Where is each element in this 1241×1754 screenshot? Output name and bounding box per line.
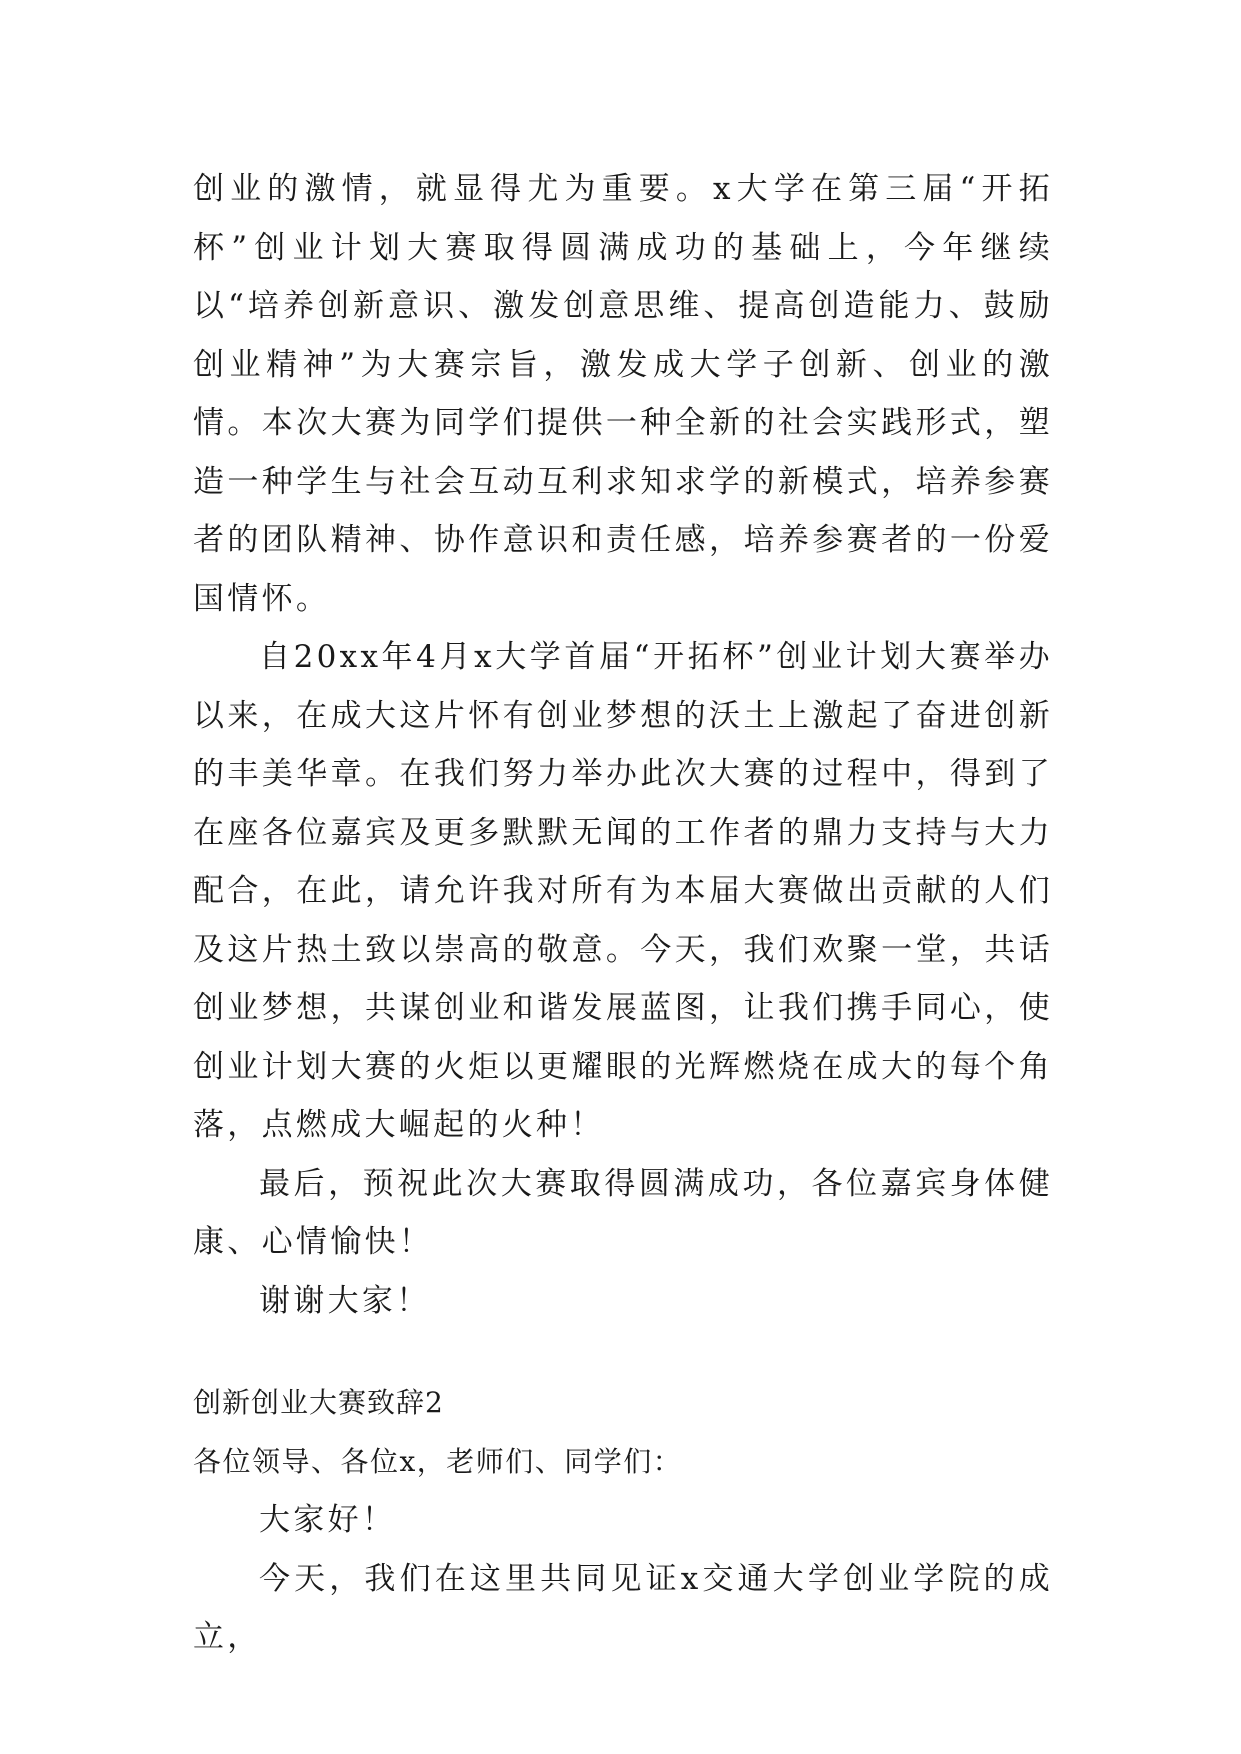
paragraph-opening: 今天，我们在这里共同见证x交通大学创业学院的成立， xyxy=(193,1560,1053,1655)
paragraph-history: 自20xx年4月x大学首届“开拓杯”创业计划大赛举办以来，在成大这片怀有创业梦想的沃土上激起了奋进创新的丰美华章。在我们努力举办此次大赛的过程中，得到了在座各位嘉宾及更多默默无闻的工作者的鼎力支持与大力配合，在此，请允许我对所有为本届大赛做出贡献的人们及这片热土致以崇高的敬意。今天，我们欢聚一堂，共话创业梦想，共谋创业和谐发展蓝图，让我们携手同心，使创业计划大赛的火炬以更耀眼的光辉燃烧在成大的每个角落，点燃成大崛起的火种！ xyxy=(193,639,1053,1143)
paragraph-continuation: 创业的激情，就显得尤为重要。x大学在第三届“开拓杯”创业计划大赛取得圆满成功的基础上，今年继续以“培养创新意识、激发创意思维、提高创造能力、鼓励创业精神”为大赛宗旨，激发成大学子创新、创业的激情。本次大赛为同学们提供一种全新的社会实践形式，塑造一种学生与社会互动互利求知求学的新模式，培养参赛者的团队精神、协作意识和责任感，培养参赛者的一份爱国情怀。 xyxy=(193,171,1053,617)
section-spacer xyxy=(193,1330,1053,1374)
section-title: 创新创业大赛致辞2 xyxy=(193,1386,444,1419)
salutation: 各位领导、各位x，老师们、同学们： xyxy=(193,1444,683,1478)
greeting: 大家好！ xyxy=(259,1502,397,1538)
paragraph-wishes: 最后，预祝此次大赛取得圆满成功，各位嘉宾身体健康、心情愉快！ xyxy=(193,1165,1053,1260)
document-body xyxy=(193,160,1053,1667)
paragraph-thanks: 谢谢大家！ xyxy=(259,1282,431,1319)
